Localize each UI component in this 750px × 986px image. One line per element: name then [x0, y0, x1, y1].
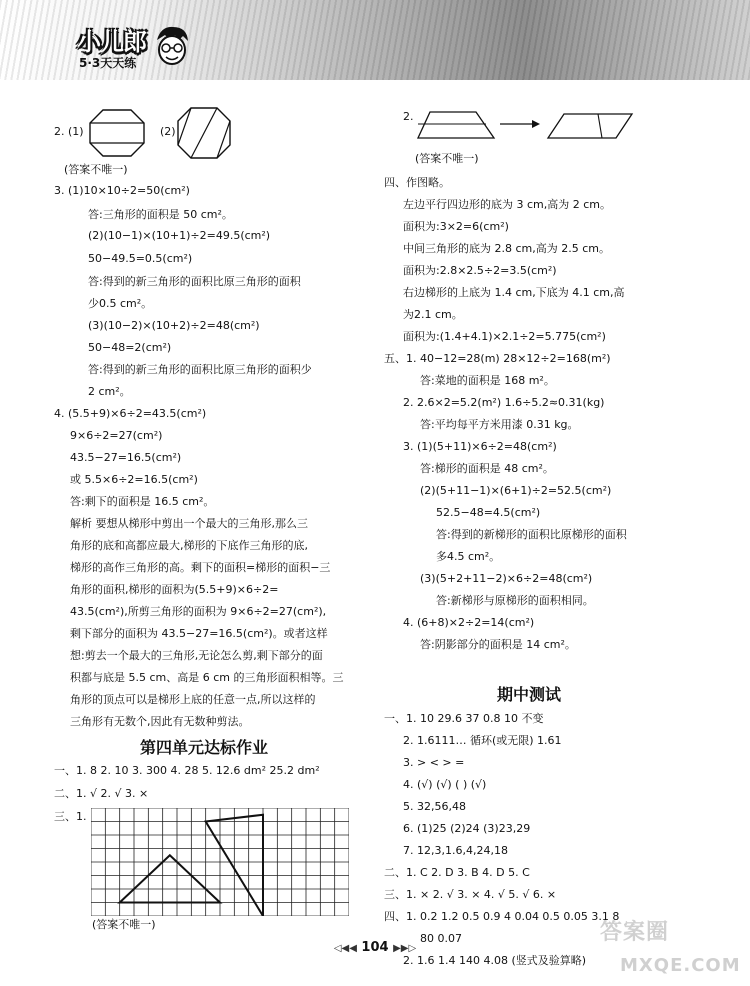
right-text-line: 6. (1)25 (2)24 (3)23,29	[403, 822, 531, 835]
right-text-line: 4. (6+8)×2÷2=14(cm²)	[403, 616, 535, 629]
right-text-line: 多4.5 cm²。	[436, 550, 501, 563]
left-text-line: 9×6÷2=27(cm²)	[70, 429, 163, 442]
right-text-line: 面积为:(1.4+4.1)×2.1÷2=5.775(cm²)	[403, 330, 606, 343]
right-text-line: 三、1. × 2. √ 3. × 4. √ 5. √ 6. ×	[384, 888, 557, 901]
right-text-line: 5. 32,56,48	[403, 800, 466, 813]
logo-title: 小儿郎	[77, 28, 146, 56]
right-text-line: 面积为:2.8×2.5÷2=3.5(cm²)	[403, 264, 557, 277]
right-text-line: 答:阴影部分的面积是 14 cm²。	[420, 638, 576, 651]
left-text-line: 答:三角形的面积是 50 cm²。	[88, 208, 233, 221]
right-text-line: 为2.1 cm。	[403, 308, 463, 321]
right-text-line: 2.	[403, 110, 414, 123]
grid-drawing	[91, 808, 349, 916]
left-text-line: 2 cm²。	[88, 385, 131, 398]
left-text-line: 答:得到的新三角形的面积比原三角形的面积	[88, 275, 301, 288]
left-text-line: 43.5(cm²),所剪三角形的面积为 9×6÷2=27(cm²),	[70, 605, 327, 618]
right-text-line: 2. 2.6×2=5.2(m²) 1.6÷5.2≈0.31(kg)	[403, 396, 605, 409]
right-section-heading: 期中测试	[497, 685, 562, 704]
left-text-line: 43.5−27=16.5(cm²)	[70, 451, 182, 464]
logo-subtitle: 5·3天天练	[79, 56, 137, 70]
right-text-line: 答:新梯形与原梯形的面积相同。	[436, 594, 594, 607]
octagon-figure-2	[176, 106, 232, 160]
right-text-line: 右边梯形的上底为 1.4 cm,下底为 4.1 cm,高	[403, 286, 625, 299]
left-text-line: 积都与底是 5.5 cm、高是 6 cm 的三角形面积相等。三	[70, 671, 344, 684]
right-text-line: 答:梯形的面积是 48 cm²。	[420, 462, 554, 475]
left-text-line: (答案不唯一)	[64, 163, 128, 176]
octagon-figure-1	[88, 108, 146, 158]
left-text-line: 二、1. √ 2. √ 3. ×	[54, 787, 149, 800]
right-text-line: 中间三角形的底为 2.8 cm,高为 2.5 cm。	[403, 242, 610, 255]
right-text-line: 3. (1)(5+11)×6÷2=48(cm²)	[403, 440, 557, 453]
right-text-line: (2)(5+11−1)×(6+1)÷2=52.5(cm²)	[420, 484, 612, 497]
left-text-line: (答案不唯一)	[92, 918, 156, 931]
left-text-line: 50−49.5=0.5(cm²)	[88, 252, 193, 265]
next-arrows-icon: ▶▶▷	[393, 943, 417, 954]
right-text-line: 四、作图略。	[384, 176, 450, 189]
left-section-heading: 第四单元达标作业	[140, 738, 269, 757]
right-text-line: 面积为:3×2=6(cm²)	[403, 220, 509, 233]
right-text-line: 一、1. 10 29.6 37 0.8 10 不变	[384, 712, 544, 725]
right-text-line: 答:得到的新梯形的面积比原梯形的面积	[436, 528, 627, 541]
left-text-line: 4. (5.5+9)×6÷2=43.5(cm²)	[54, 407, 207, 420]
left-text-line: 角形的面积,梯形的面积为(5.5+9)×6÷2=	[70, 583, 279, 596]
left-text-line: 角形的底和高都应最大,梯形的下底作三角形的底,	[70, 539, 308, 552]
left-text-line: 剩下部分的面积为 43.5−27=16.5(cm²)。或者这样	[70, 627, 328, 640]
right-text-line: 80 0.07	[420, 932, 462, 945]
left-text-line: 一、1. 8 2. 10 3. 300 4. 28 5. 12.6 dm² 25.2 dm²	[54, 764, 320, 777]
right-text-line: 2. 1.6111… 循环(或无限) 1.61	[403, 734, 562, 747]
prev-arrows-icon: ◁◀◀	[333, 943, 357, 954]
watermark-text: 答案圈	[600, 920, 670, 945]
right-text-line: 52.5−48=4.5(cm²)	[436, 506, 541, 519]
page-footer	[305, 940, 445, 955]
left-text-line: 2. (1)	[54, 125, 84, 138]
left-text-line: (2)	[160, 125, 176, 138]
right-text-line: 四、1. 0.2 1.2 0.5 0.9 4 0.04 0.5 0.05 3.1 8	[384, 910, 620, 923]
left-text-line: 角形的顶点可以是梯形上底的任意一点,所以这样的	[70, 693, 316, 706]
left-text-line: 三、1.	[54, 810, 87, 823]
left-text-line: (2)(10−1)×(10+1)÷2=49.5(cm²)	[88, 229, 271, 242]
right-text-line: (3)(5+2+11−2)×6÷2=48(cm²)	[420, 572, 593, 585]
left-text-line: 少0.5 cm²。	[88, 297, 153, 310]
right-text-line: 2. 1.6 1.4 140 4.08 (竖式及验算略)	[403, 954, 587, 967]
left-text-line: 3. (1)10×10÷2=50(cm²)	[54, 184, 190, 197]
brand-logo	[55, 8, 195, 70]
right-text-line: 答:平均每平方米用漆 0.31 kg。	[420, 418, 579, 431]
left-text-line: 梯形的高作三角形的高。剩下的面积=梯形的面积−三	[70, 561, 331, 574]
right-text-line: 五、1. 40−12=28(m) 28×12÷2=168(m²)	[384, 352, 611, 365]
right-text-line: (答案不唯一)	[415, 152, 479, 165]
watermark-url: MXQE.COM	[620, 955, 741, 976]
right-text-line: 左边平行四边形的底为 3 cm,高为 2 cm。	[403, 198, 612, 211]
left-text-line: (3)(10−2)×(10+2)÷2=48(cm²)	[88, 319, 260, 332]
left-text-line: 解析 要想从梯形中剪出一个最大的三角形,那么三	[70, 517, 308, 530]
trapezoid-to-parallelogram-figure	[416, 108, 636, 142]
right-text-line: 4. (√) (√) ( ) (√)	[403, 778, 487, 791]
left-text-line: 答:得到的新三角形的面积比原三角形的面积少	[88, 363, 312, 376]
left-text-line: 50−48=2(cm²)	[88, 341, 172, 354]
right-text-line: 二、1. C 2. D 3. B 4. D 5. C	[384, 866, 530, 879]
mascot-icon	[153, 24, 191, 68]
left-text-line: 想:剪去一个最大的三角形,无论怎么剪,剩下部分的面	[70, 649, 323, 662]
right-text-line: 7. 12,3,1.6,4,24,18	[403, 844, 508, 857]
left-text-line: 或 5.5×6÷2=16.5(cm²)	[70, 473, 198, 486]
right-text-line: 3. > < > =	[403, 756, 465, 769]
left-text-line: 三角形有无数个,因此有无数种剪法。	[70, 715, 250, 728]
left-text-line: 答:剩下的面积是 16.5 cm²。	[70, 495, 215, 508]
right-text-line: 答:菜地的面积是 168 m²。	[420, 374, 555, 387]
page-number: 104	[361, 940, 389, 955]
